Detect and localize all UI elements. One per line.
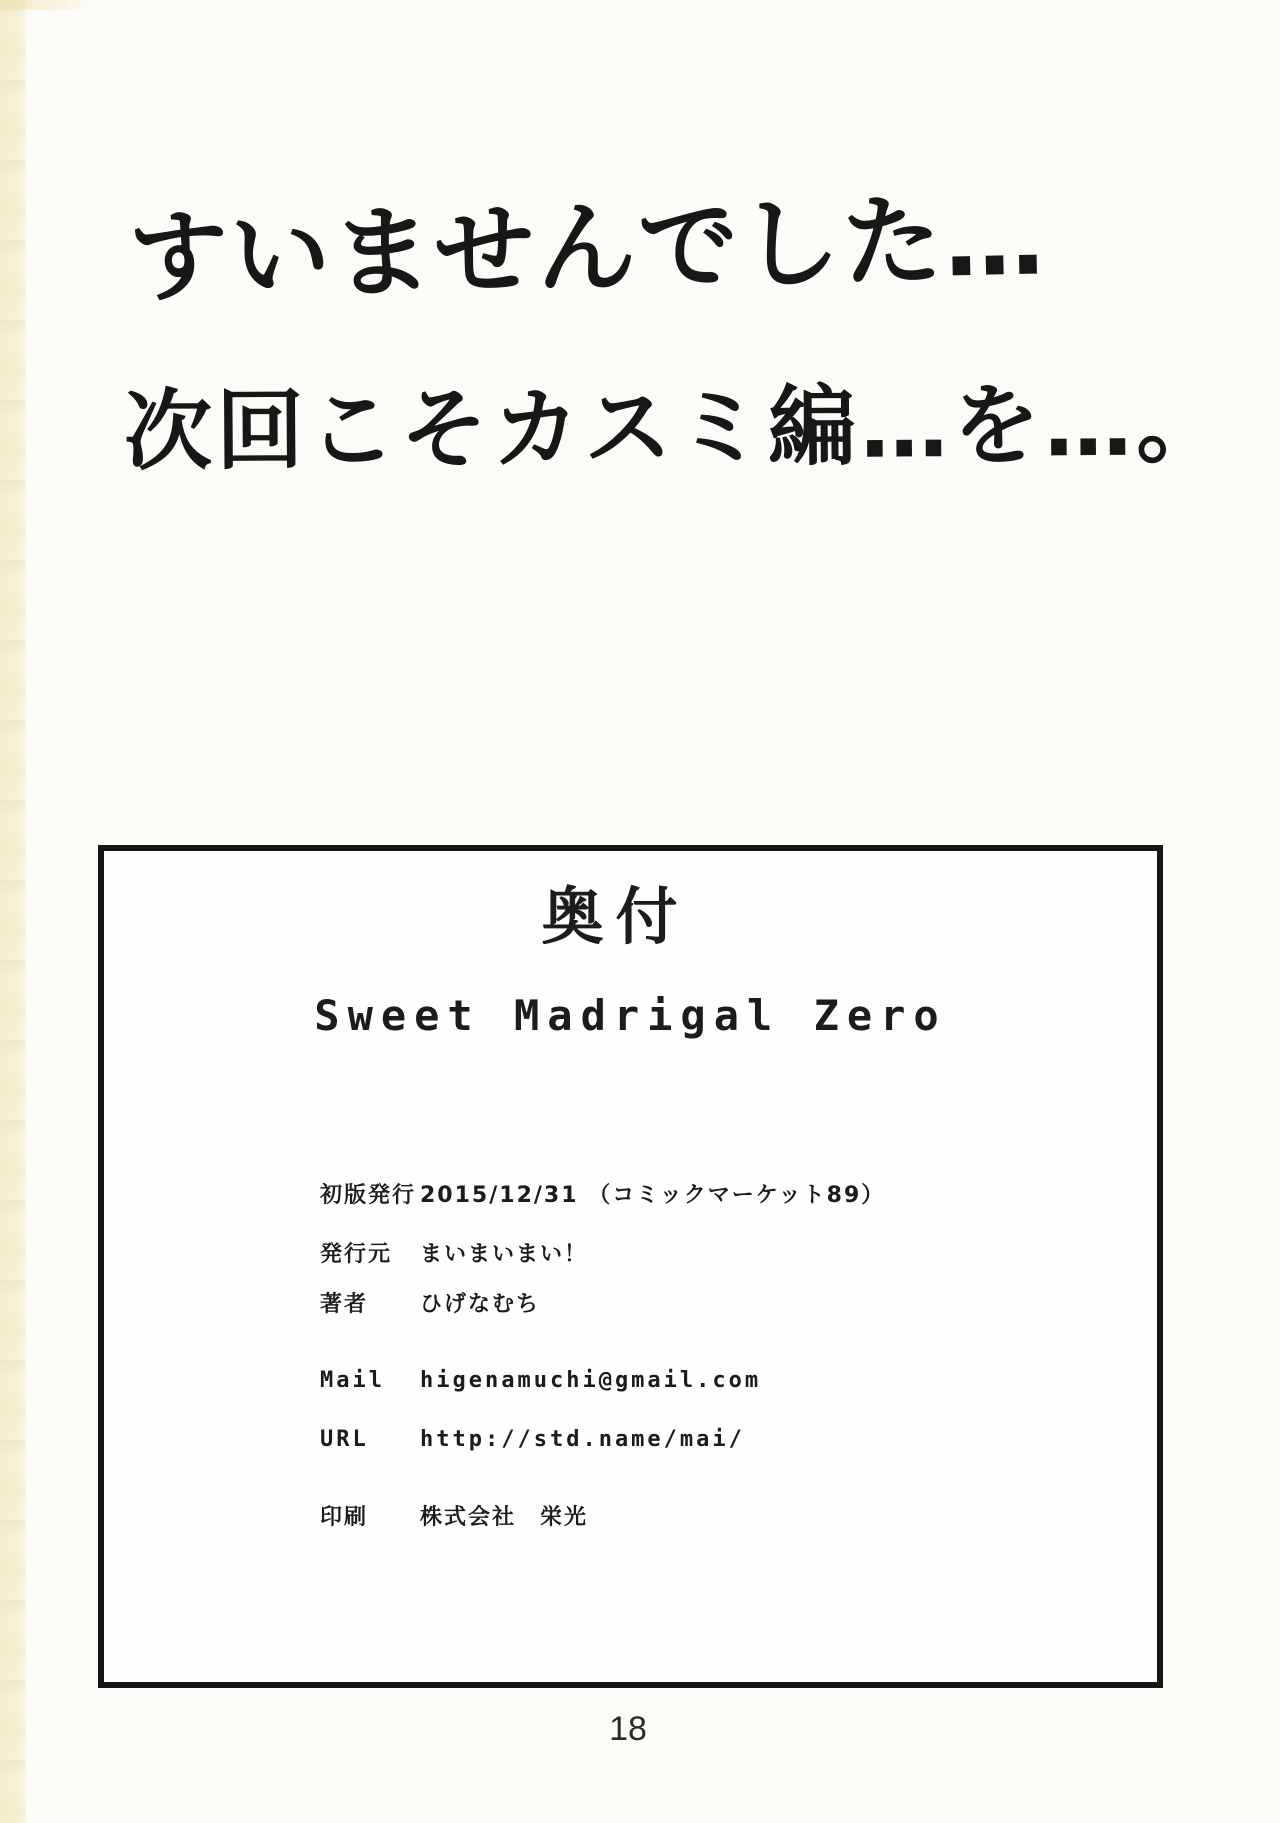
page-number: 18 (609, 1710, 647, 1748)
colophon-row-mail (320, 1368, 761, 1393)
publisher-label: 発行元 (320, 1242, 393, 1267)
printer-label: 印刷 (320, 1505, 369, 1530)
mail-label: Mail (320, 1368, 385, 1393)
colophon-row-printer (320, 1500, 588, 1531)
publisher-value: まいまいまい！ (420, 1242, 589, 1267)
handwritten-apology-line: すいませんでした… (127, 180, 1048, 317)
book-title: Sweet Madrigal Zero (314, 991, 947, 1040)
url-value: http://std.name/mai/ (420, 1427, 745, 1452)
url-label: URL (320, 1427, 369, 1452)
colophon-row-author (320, 1287, 540, 1318)
paper-edge-artifact (0, 0, 90, 10)
colophon-box (98, 845, 1163, 1688)
first-edition-label: 初版発行 (320, 1183, 417, 1208)
printer-value: 株式会社 栄光 (420, 1505, 589, 1530)
colophon-row-url (320, 1427, 745, 1452)
author-label: 著者 (320, 1292, 369, 1317)
handwritten-next-issue-line: 次回こそカスミ編…を…。 (123, 372, 1229, 483)
first-edition-value: 2015/12/31 （コミックマーケット89） (420, 1183, 886, 1208)
colophon-row-publisher (320, 1237, 588, 1268)
paper-edge-strip (0, 0, 26, 1823)
author-value: ひげなむち (420, 1292, 541, 1317)
colophon-title: 奥付 (541, 880, 690, 953)
mail-value: higenamuchi@gmail.com (420, 1368, 762, 1393)
colophon-row-first-edition (320, 1178, 885, 1209)
